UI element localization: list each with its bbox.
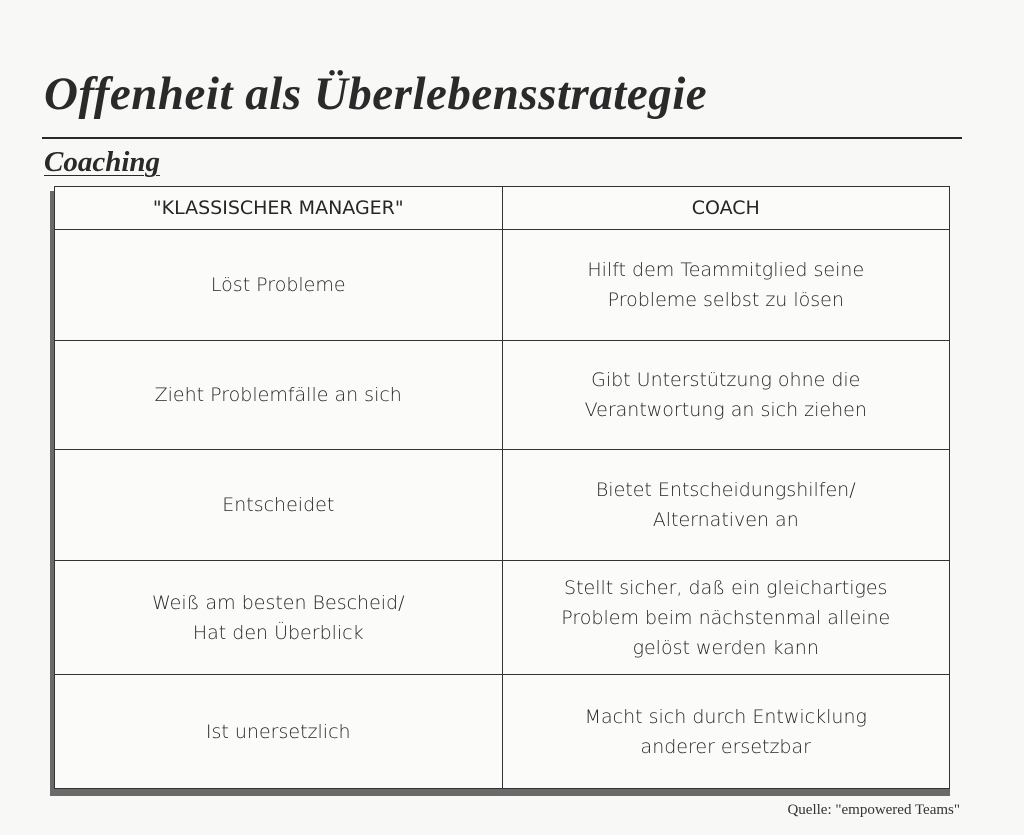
coach-cell <box>502 450 950 561</box>
cell-line: Verantwortung an sich ziehen <box>584 399 867 421</box>
cell-line: Stellt sicher, daß ein gleichartiges <box>564 576 888 599</box>
cell-line: Problem beim nächstenmal alleine <box>561 606 891 629</box>
manager-cell <box>55 341 503 450</box>
page-title: Offenheit als Überlebensstrategie <box>44 68 708 120</box>
table-row <box>55 675 950 789</box>
source-note: Quelle: "empowered Teams" <box>787 802 960 818</box>
header-coach: COACH <box>502 187 950 230</box>
cell-line: Probleme selbst zu lösen <box>607 289 844 311</box>
manager-cell <box>55 675 503 789</box>
cell-line: Hat den Überblick <box>192 621 364 644</box>
cell-line: Alternativen an <box>652 509 799 531</box>
table-row <box>55 341 950 450</box>
cell-line: Macht sich durch Entwicklung <box>584 705 867 728</box>
manager-cell <box>55 561 503 675</box>
coach-cell <box>502 561 950 675</box>
coach-cell <box>502 341 950 450</box>
title-divider <box>42 137 962 139</box>
table-row <box>55 450 950 561</box>
cell-line: gelöst werden kann <box>632 636 819 659</box>
header-manager: "KLASSISCHER MANAGER" <box>55 187 503 230</box>
table-row <box>55 561 950 675</box>
table-row <box>55 230 950 341</box>
cell-line: Ist unersetzlich <box>205 720 351 743</box>
comparison-table <box>54 186 950 789</box>
section-subtitle: Coaching <box>44 146 161 178</box>
cell-line: Zieht Problemfälle an sich <box>154 384 402 406</box>
cell-line: Hilft dem Teammitglied seine <box>587 259 865 281</box>
cell-line: Bietet Entscheidungshilfen/ <box>595 479 856 501</box>
coach-cell <box>502 230 950 341</box>
coach-cell <box>502 675 950 789</box>
table-header-row <box>55 187 950 230</box>
cell-line: anderer ersetzbar <box>640 735 811 758</box>
cell-line: Entscheidet <box>222 494 335 516</box>
manager-cell <box>55 230 503 341</box>
manager-cell <box>55 450 503 561</box>
cell-line: Gibt Unterstützung ohne die <box>591 369 861 391</box>
cell-line: Weiß am besten Bescheid/ <box>151 591 405 614</box>
cell-line: Löst Probleme <box>210 274 346 296</box>
